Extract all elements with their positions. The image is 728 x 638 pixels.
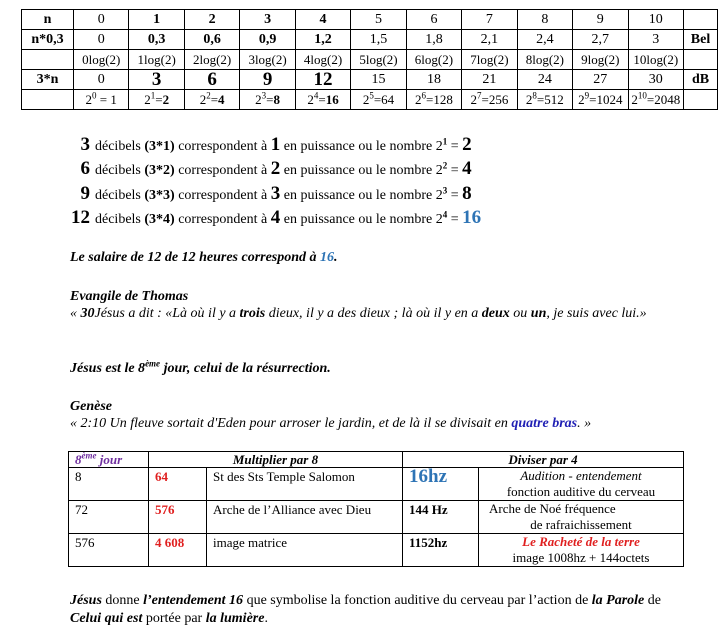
eq-power: 1 (270, 134, 281, 155)
eq-puissance: en puissance ou le nombre 2 (283, 139, 443, 154)
eq-correspond: correspondent à (178, 163, 268, 178)
pow-base: 2 (415, 92, 422, 107)
db-cell-10: 30 (628, 70, 683, 90)
pow-eq: = (481, 92, 489, 107)
desc-line-2: image 1008hz + 144octets (512, 550, 650, 565)
db-cell-3: 9 (240, 70, 295, 90)
eq-power: 4 (270, 207, 281, 228)
n-cell-2: 2 (184, 10, 239, 30)
pow-eq: = (426, 92, 434, 107)
salaire-end: . (334, 250, 338, 265)
thomas-quote: « 30Jésus a dit : «Là où il y a trois dieux, il y a des dieux ; là où il y en a deux ou un, je suis avec lui.» (70, 306, 647, 321)
equivalence-line: 3 décibels (3*1) correspondent à 1 en puissance ou le nombre $2^1 = 2$ (66, 134, 472, 156)
pow-cell-2 (184, 90, 239, 110)
bel-cell-4: 1,2 (295, 30, 350, 50)
pow-cell-9 (573, 90, 628, 110)
empty-cell (22, 90, 74, 110)
eq-puissance: en puissance ou le nombre 2 (283, 188, 443, 203)
salaire-line (70, 249, 670, 266)
bel-unit: Bel (684, 30, 718, 50)
header-multiplier: Multiplier par 8 (149, 452, 403, 468)
multiplier-table (68, 451, 684, 567)
pow-exp: 0 (92, 90, 97, 101)
bel-cell-2: 0,6 (184, 30, 239, 50)
eq-db: 9 (80, 183, 90, 204)
pow-eq: = (373, 92, 382, 107)
col-mult: 4 608 (149, 534, 207, 567)
log-value: 6log(2) (414, 52, 454, 67)
eq-mult: (3*4) (144, 212, 175, 227)
pow-exp: 10 (637, 90, 647, 101)
col-desc (479, 534, 684, 567)
col-jour: 576 (69, 534, 149, 567)
col-freq: 144 Hz (403, 501, 479, 534)
genese-highlight: quatre bras (511, 416, 578, 431)
db-cell-6: 18 (406, 70, 461, 90)
pow-exp: 9 (584, 90, 590, 101)
db-cell-1: 3 (129, 70, 184, 90)
col-desc (479, 501, 684, 534)
pow-base: 2 (631, 92, 638, 107)
eq-exp: 3 (442, 185, 448, 196)
pow-eq: = (96, 92, 111, 107)
eq-power: 2 (270, 158, 281, 179)
db-cell-8: 24 (517, 70, 572, 90)
jesus-8-line: Jésus est le 8ème jour, celui de la résurrection. (70, 358, 331, 376)
equivalence-line: 9 décibels (3*3) correspondent à 3 en puissance ou le nombre $2^3 = 8$ (66, 183, 472, 205)
pow-exp: 1 (150, 90, 156, 101)
n-cell-6: 6 (406, 10, 461, 30)
eq-correspond: correspondent à (178, 212, 268, 227)
pow-eq: = (318, 92, 326, 107)
salaire-text: Le salaire de 12 de 12 heures correspond à (70, 250, 321, 265)
log-cell-8 (517, 50, 572, 70)
eq-exp: 4 (442, 209, 448, 220)
bel-cell-5: 1,5 (351, 30, 406, 50)
pow-result: 128 (433, 92, 453, 107)
desc-line-1: Le Racheté de la terre (522, 534, 640, 549)
empty-cell (684, 10, 718, 30)
log-value: 7log(2) (470, 52, 509, 67)
bel-cell-1: 0,3 (129, 30, 184, 50)
table2-header (69, 452, 684, 468)
log-cell-3 (240, 50, 295, 70)
bel-cell-8: 2,4 (517, 30, 572, 50)
n-cell-8: 8 (517, 10, 572, 30)
pow-eq: = (155, 92, 163, 107)
log-cell-5 (351, 50, 406, 70)
eq-mult: (3*1) (144, 139, 175, 154)
eq-db: 6 (80, 158, 90, 179)
eq-result: 16 (462, 207, 482, 228)
col-mult: 576 (149, 501, 207, 534)
pow-result: 1 (110, 92, 117, 107)
pow-exp: 4 (313, 90, 319, 101)
row-label-n: n (22, 10, 74, 30)
n-cell-4: 4 (295, 10, 350, 30)
pow-cell-4 (295, 90, 350, 110)
log-cell-9 (573, 50, 628, 70)
table2-row (69, 534, 684, 567)
col-label: St des Sts Temple Salomon (207, 468, 403, 501)
row-db (22, 70, 718, 90)
col-desc (479, 468, 684, 501)
pow-exp: 5 (369, 90, 374, 101)
bel-cell-6: 1,8 (406, 30, 461, 50)
eq-puissance: en puissance ou le nombre 2 (283, 163, 443, 178)
genese-block (70, 398, 670, 432)
n-cell-1: 1 (129, 10, 184, 30)
pow-eq: = (589, 92, 597, 107)
eq-correspond: correspondent à (178, 139, 268, 154)
pow-exp: 7 (476, 90, 482, 101)
header-diviser: Diviser par 4 (403, 452, 684, 468)
log-value: 10log(2) (633, 52, 679, 67)
pow-base: 2 (199, 92, 207, 107)
eq-db: 3 (80, 134, 90, 155)
log-cell-7 (462, 50, 517, 70)
pow-exp: 2 (206, 90, 211, 101)
pow-result: 2048 (654, 92, 681, 107)
eq-db: 12 (71, 207, 90, 228)
col-label: Arche de l’Alliance avec Dieu (207, 501, 403, 534)
empty-cell (684, 50, 718, 70)
pow-base: 2 (362, 92, 370, 107)
pow-result: 4 (218, 92, 225, 107)
pow-exp: 6 (421, 90, 427, 101)
log-cell-0 (74, 50, 129, 70)
pow-eq: = (210, 92, 219, 107)
col-mult: 64 (149, 468, 207, 501)
log-value: 1log(2) (137, 52, 176, 67)
eq-exp: 2 (442, 160, 448, 171)
equivalence-line: 12 décibels (3*4) correspondent à 4 en puissance ou le nombre $2^4 = 16$ (66, 207, 481, 229)
eq-decibels: décibels (95, 188, 141, 203)
db-cell-5: 15 (351, 70, 406, 90)
desc-line-1: Arche de Noé fréquence (489, 501, 616, 516)
log-cell-10 (628, 50, 683, 70)
eq-exp: 1 (442, 136, 448, 147)
row-label-bel: n*0,3 (22, 30, 74, 50)
pow-base: 2 (307, 92, 314, 107)
eq-power: 3 (270, 183, 281, 204)
n-cell-9: 9 (573, 10, 628, 30)
col-jour: 72 (69, 501, 149, 534)
bel-cell-7: 2,1 (462, 30, 517, 50)
pow-cell-7 (462, 90, 517, 110)
table2-row (69, 501, 684, 534)
row-pow (22, 90, 718, 110)
eq-mult: (3*2) (144, 163, 175, 178)
db-cell-2: 6 (184, 70, 239, 90)
desc-line-2: de rafraichissement (530, 517, 632, 532)
log-value: 4log(2) (303, 52, 343, 67)
header-8eme-jour: 8ème jour (69, 452, 149, 468)
n-cell-7: 7 (462, 10, 517, 30)
log-cell-4 (295, 50, 350, 70)
salaire-value: 16 (320, 250, 335, 265)
thomas-block (70, 288, 670, 322)
log-value: 8log(2) (525, 52, 564, 67)
equivalence-line: 6 décibels (3*2) correspondent à 2 en puissance ou le nombre $2^2 = 4$ (66, 158, 472, 180)
pow-base: 2 (85, 92, 93, 107)
db-unit: dB (684, 70, 718, 90)
log-value: 0log(2) (82, 52, 121, 67)
log-cell-1 (129, 50, 184, 70)
row-label-db: 3*n (22, 70, 74, 90)
pow-cell-0 (74, 90, 129, 110)
n-cell-10: 10 (628, 10, 683, 30)
pow-base: 2 (255, 92, 262, 107)
bel-cell-0: 0 (74, 30, 129, 50)
genese-title: Genèse (70, 399, 112, 414)
log-value: 3log(2) (248, 52, 287, 67)
n-cell-5: 5 (351, 10, 406, 30)
pow-eq: = (646, 92, 655, 107)
log-cell-6 (406, 50, 461, 70)
n-cell-3: 3 (240, 10, 295, 30)
thomas-title: Evangile de Thomas (70, 289, 189, 304)
pow-cell-5 (351, 90, 406, 110)
pow-result: 16 (325, 92, 339, 107)
log-cell-2 (184, 50, 239, 70)
pow-result: 2 (162, 92, 170, 107)
pow-exp: 8 (532, 90, 537, 101)
pow-exp: 3 (261, 90, 267, 101)
eq-result: 8 (462, 183, 472, 204)
pow-base: 2 (470, 92, 477, 107)
col-jour: 8 (69, 468, 149, 501)
eq-correspond: correspondent à (178, 188, 268, 203)
log-value: 2log(2) (192, 52, 232, 67)
pow-cell-8 (517, 90, 572, 110)
eq-mult: (3*3) (144, 188, 175, 203)
eq-decibels: décibels (95, 139, 141, 154)
desc-line-1: Audition - entendement (520, 468, 642, 483)
col-label: image matrice (207, 534, 403, 567)
db-cell-4: 12 (295, 70, 350, 90)
pow-result: 1024 (596, 92, 623, 107)
pow-cell-6 (406, 90, 461, 110)
pow-eq: = (536, 92, 545, 107)
table2-row (69, 468, 684, 501)
db-cell-7: 21 (462, 70, 517, 90)
row-log (22, 50, 718, 70)
pow-cell-3 (240, 90, 295, 110)
col-freq: 16hz (403, 468, 479, 501)
pow-base: 2 (144, 92, 151, 107)
pow-base: 2 (578, 92, 585, 107)
pow-result: 512 (544, 92, 564, 107)
pow-result: 256 (488, 92, 509, 107)
desc-line-2: fonction auditive du cerveau (506, 484, 656, 499)
row-n (22, 10, 718, 30)
col-freq: 1152hz (403, 534, 479, 567)
pow-base: 2 (525, 92, 533, 107)
db-cell-0: 0 (74, 70, 129, 90)
pow-eq: = (266, 92, 274, 107)
pow-cell-1 (129, 90, 184, 110)
empty-cell (22, 50, 74, 70)
pow-cell-10 (628, 90, 683, 110)
eq-puissance: en puissance ou le nombre 2 (283, 212, 443, 227)
bel-cell-9: 2,7 (573, 30, 628, 50)
row-bel (22, 30, 718, 50)
log-value: 5log(2) (359, 52, 398, 67)
eq-decibels: décibels (95, 212, 141, 227)
n-cell-0: 0 (74, 10, 129, 30)
eq-decibels: décibels (95, 163, 141, 178)
bel-cell-3: 0,9 (240, 30, 295, 50)
genese-quote: « 2:10 Un fleuve sortait d'Eden pour arroser le jardin, et de là il se divisait en quatre bras. » (70, 416, 592, 431)
eq-result: 2 (462, 134, 472, 155)
log-value: 9log(2) (581, 52, 620, 67)
eq-result: 4 (462, 158, 472, 179)
bel-cell-10: 3 (628, 30, 683, 50)
log-table (21, 9, 718, 110)
final-paragraph: Jésus donne l’entendement 16 que symbolise la fonction auditive du cerveau par l’action de la Parole de Celui qui est portée par la lumière. (70, 593, 661, 626)
empty-cell (684, 90, 718, 110)
pow-result: 8 (273, 92, 280, 107)
db-cell-9: 27 (573, 70, 628, 90)
pow-result: 64 (381, 92, 395, 107)
